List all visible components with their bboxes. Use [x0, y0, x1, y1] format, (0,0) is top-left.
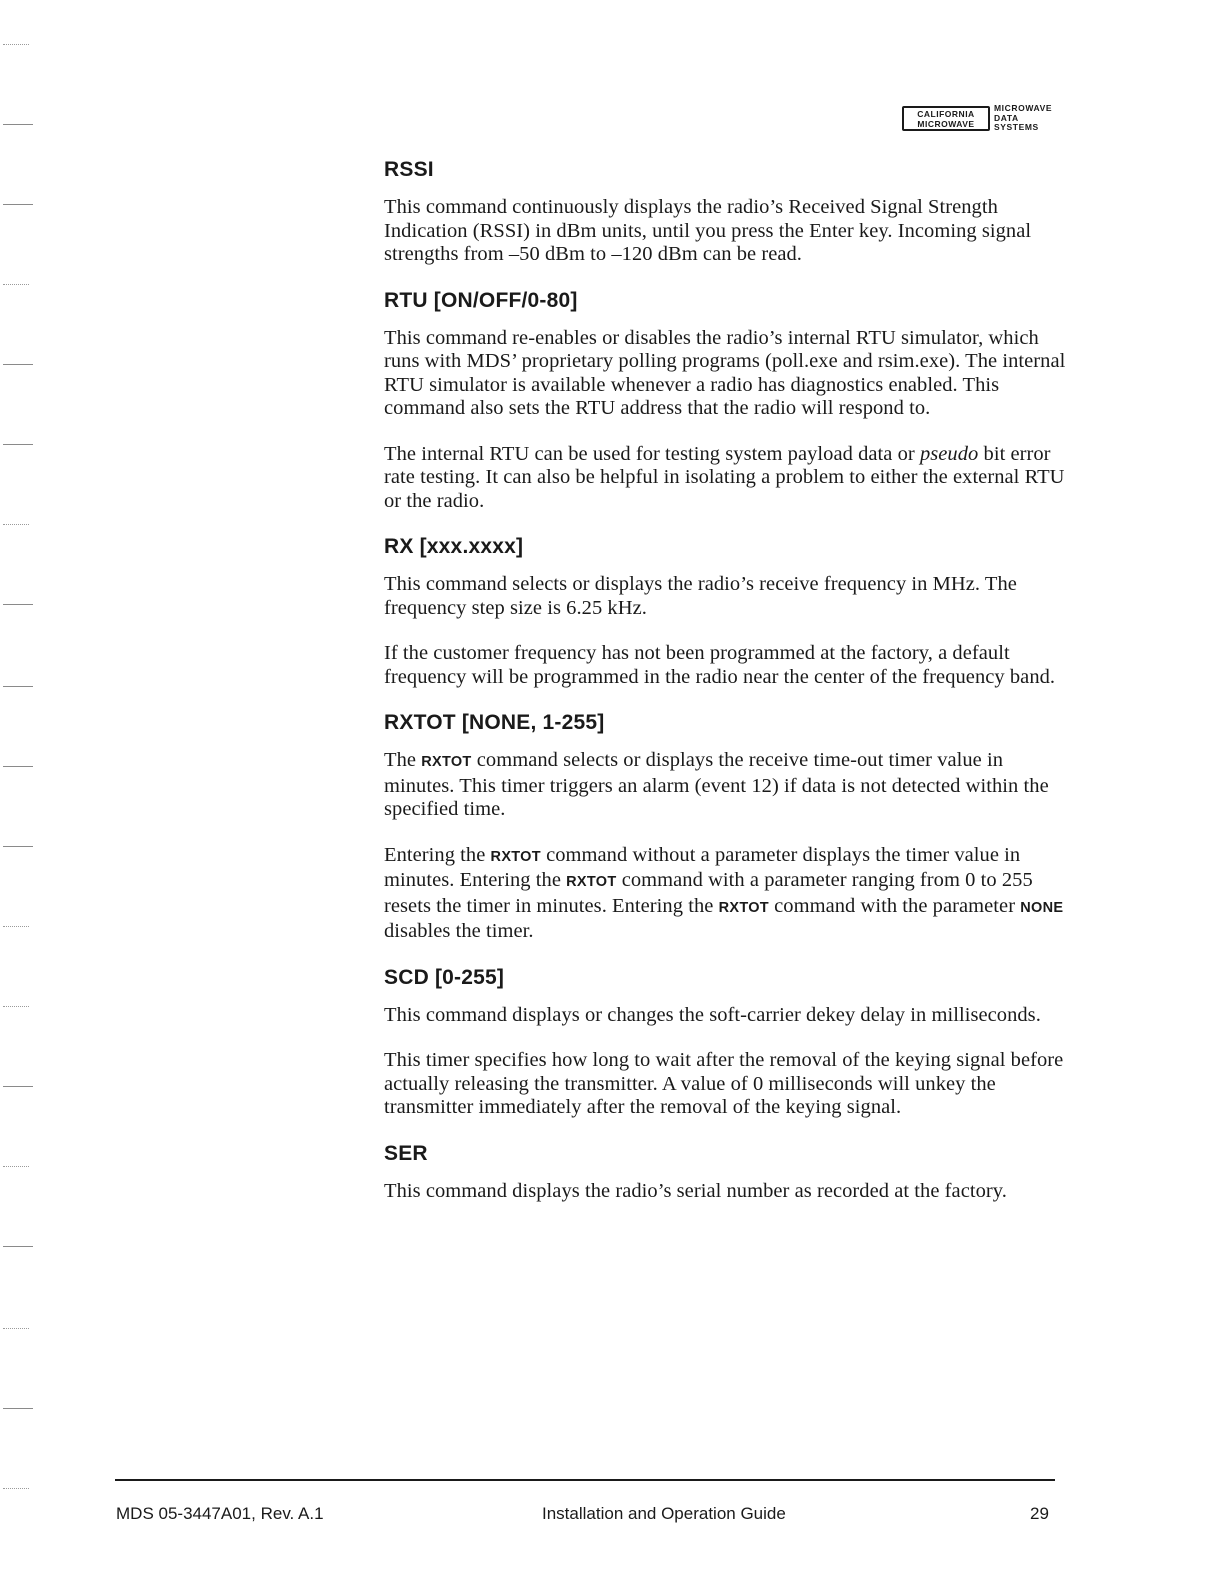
section-paragraph: This command displays or changes the soft-carrier dekey delay in milliseconds. — [384, 1003, 1041, 1026]
italic-term: pseudo — [919, 442, 979, 465]
section-ser — [378, 1142, 1068, 1204]
section-paragraph: This timer specifies how long to wait after the removal of the keying signal before actually releasing the transmitter. A value of 0 milliseconds will unkey the transmitter immediately after the removal of the keying signal. — [384, 1049, 1064, 1118]
logo-box — [902, 106, 990, 131]
margin-mark — [3, 524, 29, 525]
margin-mark — [3, 846, 33, 847]
section-paragraph: If the customer frequency has not been programmed at the factory, a default frequency will be programmed in the radio near the center of the frequency band. — [384, 642, 1056, 688]
text-run: Entering the — [384, 843, 491, 866]
section-rtu — [378, 289, 1068, 514]
logo-right-line1: MICROWAVE — [994, 103, 1053, 113]
margin-mark — [3, 1246, 33, 1247]
command-keyword: RXTOT — [566, 874, 617, 890]
margin-mark — [3, 1328, 29, 1329]
margin-mark — [3, 44, 29, 45]
section-heading: RTU [ON/OFF/0-80] — [384, 288, 578, 312]
section-paragraph: This command selects or displays the radio’s receive frequency in MHz. The frequency step size is 6.25 kHz. — [384, 573, 1017, 619]
margin-mark — [3, 1408, 33, 1409]
text-run: The internal RTU can be used for testing system payload data or — [384, 442, 920, 465]
section-scd — [378, 966, 1068, 1120]
section-paragraph — [384, 443, 1068, 514]
section-rx — [378, 535, 1068, 689]
company-logo — [902, 104, 1052, 140]
section-paragraph: This command continuously displays the radio’s Received Signal Strength Indication (RSSI) in dBm units, until you press the Enter key. Incoming signal strengths from –50 dBm to –120 dBm can be read. — [384, 196, 1032, 265]
margin-mark — [3, 364, 33, 365]
section-heading: SCD [0-255] — [384, 965, 505, 989]
logo-box-line1: CALIFORNIA — [917, 109, 975, 119]
text-run: bit error rate testing. It can also be helpful in isolating a problem to either the external RTU or the radio. — [384, 442, 1065, 512]
margin-mark — [3, 444, 33, 445]
margin-mark — [3, 1488, 29, 1489]
footer-title: Installation and Operation Guide — [542, 1504, 786, 1523]
text-run: command with the parameter — [768, 894, 1021, 917]
logo-wordmark — [994, 104, 1064, 133]
section-paragraph: This command re-enables or disables the radio’s internal RTU simulator, which runs with MDS’ proprietary polling programs (poll.exe and rsim.exe). The internal RTU simulator is available whenever a radio has diagnostics enabled. This command also sets the RTU address that the radio will respond to. — [384, 326, 1066, 419]
footer-page-number: 29 — [1030, 1504, 1049, 1523]
section-heading: RX [xxx.xxxx] — [384, 535, 524, 558]
footer-rule — [115, 1479, 1055, 1481]
section-heading: SER — [384, 1141, 428, 1165]
command-keyword: NONE — [1020, 899, 1064, 916]
section-heading: RXTOT [NONE, 1-255] — [384, 711, 605, 734]
margin-mark — [3, 1086, 33, 1087]
margin-mark — [3, 204, 33, 205]
margin-mark — [3, 686, 33, 687]
section-heading: RSSI — [384, 158, 434, 181]
section-paragraph: This command displays the radio’s serial number as recorded at the factory. — [384, 1179, 1007, 1202]
footer-doc-id: MDS 05-3447A01, Rev. A.1 — [116, 1504, 324, 1523]
text-run: command with a parameter ranging from 0 to 255 resets the timer in minutes. Entering the — [384, 869, 1033, 917]
main-content — [378, 158, 1068, 1225]
logo-box-line2: MICROWAVE — [917, 119, 975, 129]
section-rxtot — [378, 711, 1068, 944]
margin-mark — [3, 1166, 29, 1167]
command-keyword: RXTOT — [421, 754, 472, 770]
text-run: disables the timer. — [384, 920, 534, 942]
section-paragraph — [384, 749, 1068, 822]
section-rssi — [378, 158, 1068, 267]
text-run: command selects or displays the receive time-out timer value in minutes. This timer triggers an alarm (event 12) if data is not detected within the specified time. — [384, 749, 1049, 820]
margin-mark — [3, 926, 29, 927]
logo-right-line3: SYSTEMS — [994, 122, 1039, 132]
margin-mark — [3, 284, 29, 285]
text-run: The — [384, 749, 422, 771]
text-run: command without a parameter displays the timer value in minutes. Entering the — [384, 843, 1021, 891]
margin-mark — [3, 124, 33, 125]
section-paragraph — [384, 844, 1068, 944]
command-keyword: RXTOT — [490, 848, 541, 865]
command-keyword: RXTOT — [718, 899, 769, 916]
margin-mark — [3, 1006, 29, 1007]
margin-mark — [3, 766, 33, 767]
margin-mark — [3, 604, 33, 605]
logo-right-line2: DATA — [994, 112, 1019, 123]
